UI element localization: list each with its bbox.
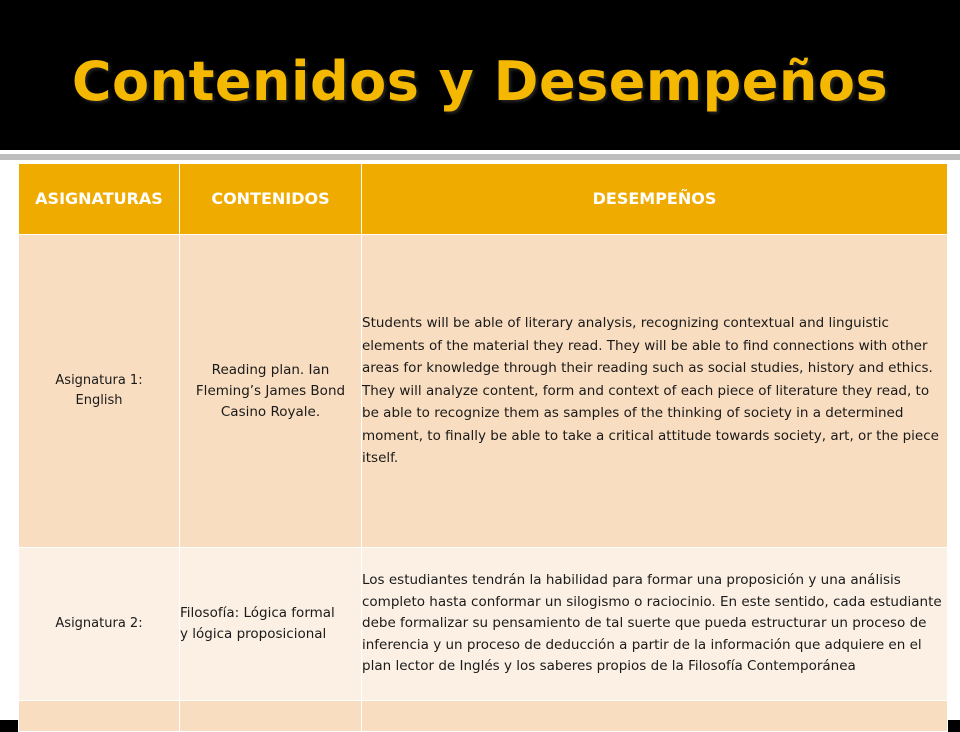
title-bar xyxy=(0,0,960,150)
cell-asignatura xyxy=(19,235,180,548)
header-asignaturas: ASIGNATURAS xyxy=(19,164,180,235)
cell-contenidos xyxy=(180,701,362,732)
slide-title: Contenidos y Desempeños xyxy=(71,50,889,113)
cell-contenidos xyxy=(180,548,362,701)
table-row xyxy=(19,701,948,732)
header-desempenos: DESEMPEÑOS xyxy=(362,164,948,235)
cell-desempenos xyxy=(362,235,948,548)
asignatura-text: Asignatura 2: xyxy=(55,616,143,631)
table-row xyxy=(19,235,948,548)
contenidos-text: Reading plan. Ian Fleming’s James Bond Casino Royale. xyxy=(195,361,346,420)
contents-table xyxy=(18,163,948,732)
table-header-row xyxy=(19,164,948,235)
cell-desempenos xyxy=(362,701,948,732)
cell-asignatura xyxy=(19,548,180,701)
cell-asignatura xyxy=(19,701,180,732)
table-row xyxy=(19,548,948,701)
desempenos-text: Students will be able of literary analysis, recognizing contextual and linguistic elements of the material they read. They will be able to find connections with other areas for knowledge through their reading such as social studies, history and ethics. They will analyze content, form and context of each piece of literature they read, to be able to recognize them as samples of the thinking of society in a determined moment, to finally be able to take a critical attitude towards society, art, or the piece itself. xyxy=(362,315,939,467)
contenidos-text: Filosofía: Lógica formal y lógica proposicional xyxy=(180,605,335,642)
asignatura-text: Asignatura 1: English xyxy=(55,373,143,408)
cell-desempenos xyxy=(362,548,948,701)
desempenos-text: Los estudiantes tendrán la habilidad para formar una proposición y una análisis completo hasta conformar un silogismo o raciocinio. En este sentido, cada estudiante debe formalizar su pensamiento de tal suerte que pueda estructurar un proceso de inferencia y un proceso de deducción a partir de la información que adquiere en el plan lector de Inglés y los saberes propios de la Filosofía Contemporánea xyxy=(362,572,942,675)
cell-contenidos xyxy=(180,235,362,548)
header-contenidos: CONTENIDOS xyxy=(180,164,362,235)
